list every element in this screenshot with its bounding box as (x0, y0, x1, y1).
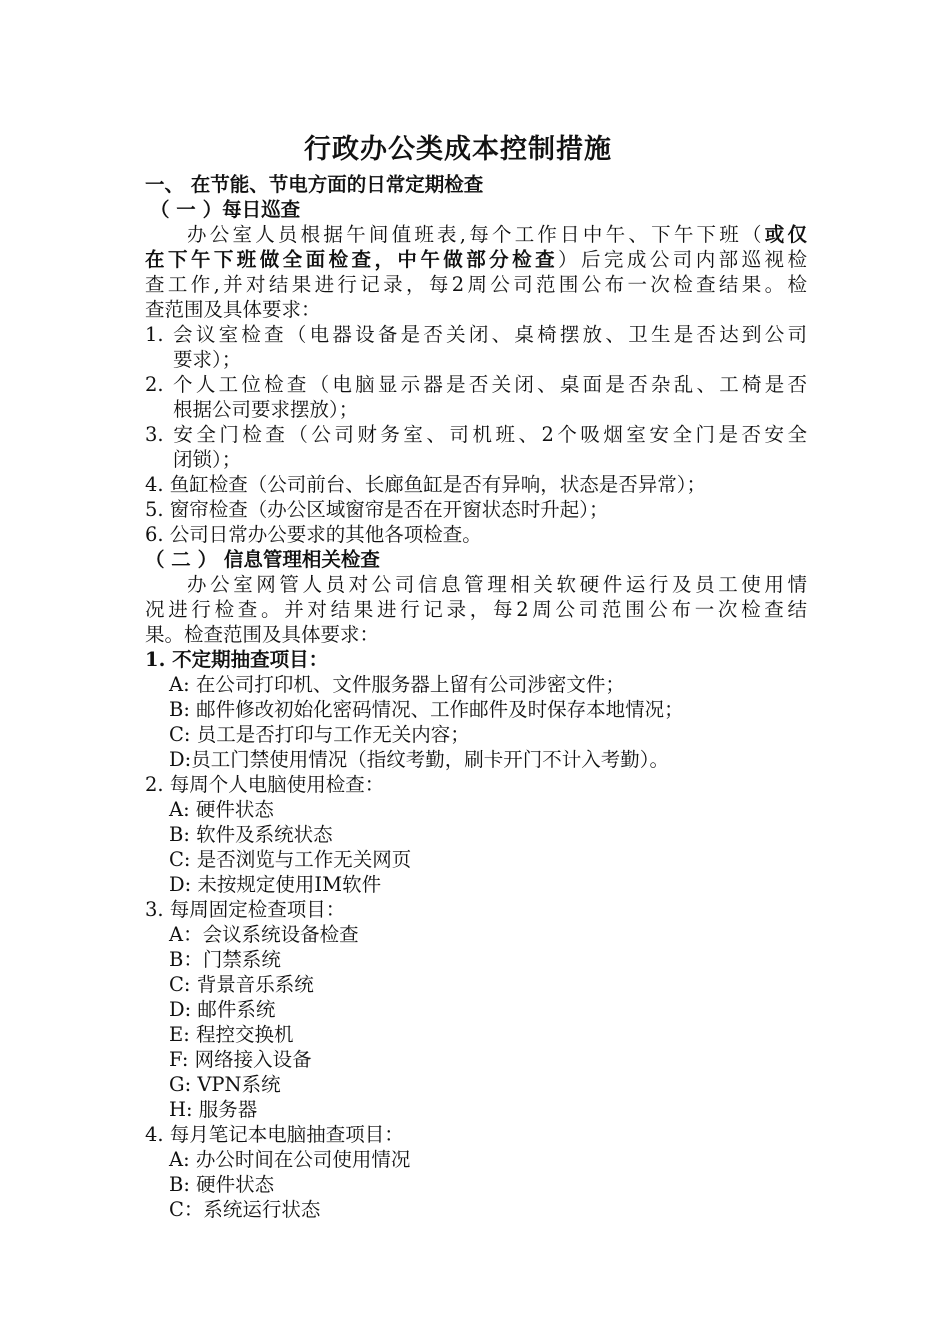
list-item: 2. 个人工位检查（电脑显示器是否关闭、桌面是否杂乱、工椅是否 (145, 373, 807, 396)
group-item: E: 程控交换机 (169, 1023, 294, 1046)
paragraph-line: 况进行检查。并对结果进行记录，每2周公司范围公布一次检查结 (145, 598, 807, 621)
subsection-2-heading: （ 二 ） 信息管理相关检查 (145, 548, 380, 571)
group-item: A: 办公时间在公司使用情况 (169, 1148, 411, 1171)
list-item: 1. 会议室检查（电器设备是否关闭、桌椅摆放、卫生是否达到公司 (145, 323, 807, 346)
group-heading: 2. 每周个人电脑使用检查： (145, 773, 385, 796)
group-item: D: 未按规定使用IM软件 (169, 873, 382, 896)
paragraph-bold-text: 或仅 (764, 223, 807, 246)
list-item: 3. 安全门检查（公司财务室、司机班、2个吸烟室安全门是否安全 (145, 423, 807, 446)
group-item: A：会议系统设备检查 (169, 923, 359, 946)
group-item: H: 服务器 (169, 1098, 258, 1121)
group-item: D: 邮件系统 (169, 998, 276, 1021)
group-item: B: 邮件修改初始化密码情况、工作邮件及时保存本地情况； (169, 698, 684, 721)
list-item-continuation: 闭锁）； (173, 448, 242, 471)
paragraph-line: 查工作,并对结果进行记录，每2周公司范围公布一次检查结果。检 (145, 273, 807, 296)
group-item: D:员工门禁使用情况（指纹考勤，刷卡开门不计入考勤）。 (169, 748, 669, 771)
list-item: 6. 公司日常办公要求的其他各项检查。 (145, 523, 482, 546)
group-heading: 1. 不定期抽查项目： (145, 648, 329, 671)
paragraph-text: 办公室人员根据午间值班表,每个工作日中午、下午下班（ (187, 223, 765, 246)
group-item: C：系统运行状态 (169, 1198, 321, 1221)
group-item: A: 在公司打印机、文件服务器上留有公司涉密文件； (169, 673, 625, 696)
group-item: F: 网络接入设备 (169, 1048, 312, 1071)
paragraph-line (145, 247, 807, 272)
group-item: A: 硬件状态 (169, 798, 274, 821)
list-item: 4. 鱼缸检查（公司前台、长廊鱼缸是否有异响，状态是否异常）； (145, 473, 707, 496)
group-item: C: 是否浏览与工作无关网页 (169, 848, 412, 871)
list-item: 5. 窗帘检查（办公区域窗帘是否在开窗状态时升起）； (145, 498, 609, 521)
subsection-1-heading: （ 一 ）每日巡查 (150, 198, 301, 221)
list-item-continuation: 根据公司要求摆放）； (173, 398, 359, 421)
group-item: G: VPN系统 (169, 1073, 281, 1096)
paragraph-line: 果。检查范围及具体要求： (145, 623, 380, 646)
page-title: 行政办公类成本控制措施 (304, 134, 612, 165)
paragraph-line: 办公室网管人员对公司信息管理相关软硬件运行及员工使用情 (187, 573, 807, 596)
paragraph-bold-text: 在下午下班做全面检查，中午做部分检查 (145, 248, 559, 271)
paragraph-text: ）后完成公司内部巡视检 (558, 248, 807, 271)
group-item: B: 硬件状态 (169, 1173, 275, 1196)
group-item: B：门禁系统 (169, 948, 281, 971)
group-item: C: 员工是否打印与工作无关内容； (169, 723, 470, 746)
group-item: B: 软件及系统状态 (169, 823, 333, 846)
section-1-heading: 一、 在节能、节电方面的日常定期检查 (145, 173, 484, 196)
group-heading: 3. 每周固定检查项目： (145, 898, 346, 921)
list-item-continuation: 要求）； (173, 348, 242, 371)
group-item: C: 背景音乐系统 (169, 973, 314, 996)
document-body (145, 172, 807, 1222)
paragraph-line (145, 222, 807, 247)
group-heading: 4. 每月笔记本电脑抽查项目： (145, 1123, 404, 1146)
paragraph-line: 查范围及具体要求： (145, 298, 321, 321)
